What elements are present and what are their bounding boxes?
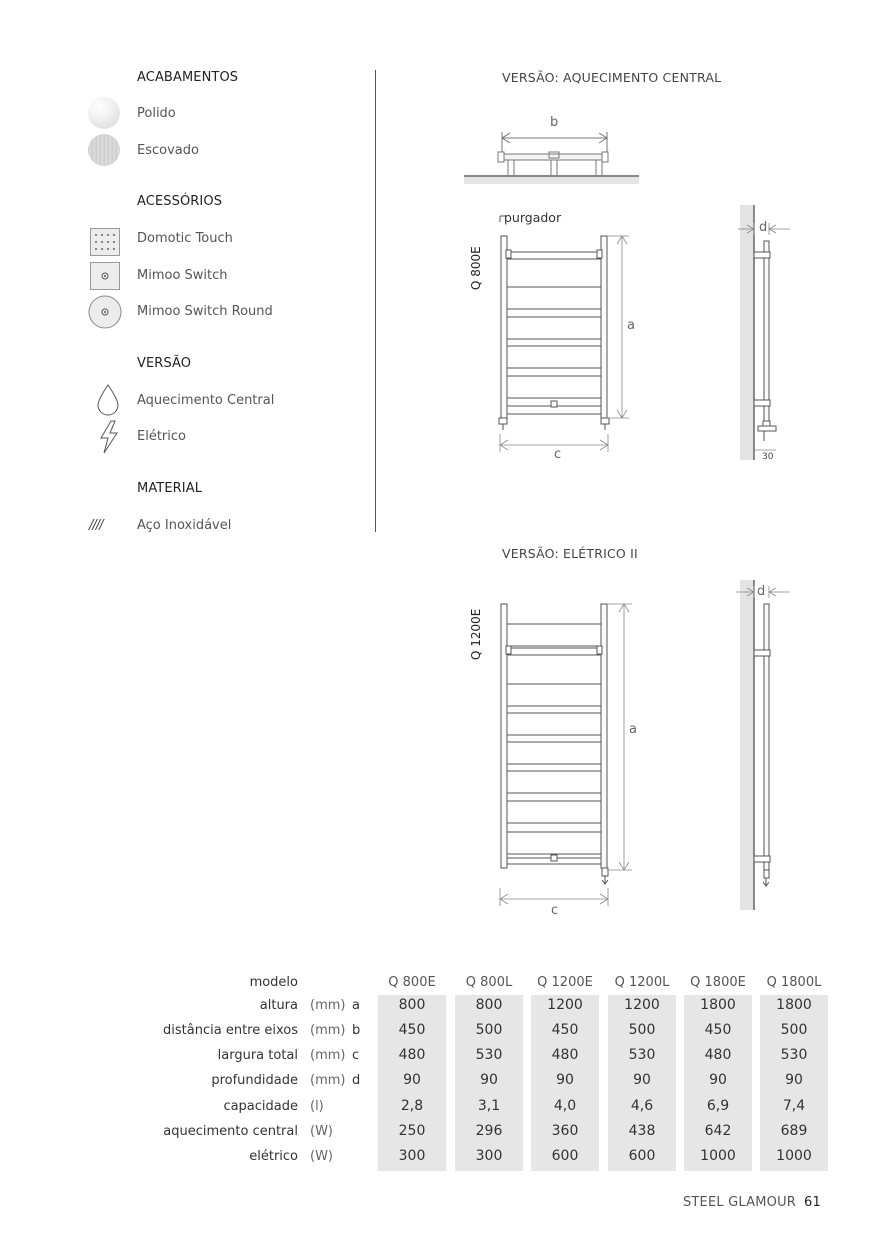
q800e-dimension-a-label: a xyxy=(627,318,635,333)
table-cell: 300 xyxy=(398,1148,426,1164)
table-cell: 6,9 xyxy=(706,1098,730,1114)
page-number: 61 xyxy=(804,1195,821,1210)
column-divider xyxy=(375,70,376,532)
table-cell: 450 xyxy=(398,1022,426,1038)
q1200e-dimension-a-label: a xyxy=(629,722,637,737)
version-central-heating-label: Aquecimento Central xyxy=(137,393,275,408)
hatch-lines-icon: //// xyxy=(89,518,103,533)
table-row-label: distância entre eixos xyxy=(163,1023,298,1038)
table-cell: 360 xyxy=(551,1123,579,1139)
table-row-label: capacidade xyxy=(223,1099,298,1114)
table-row-letter: b xyxy=(352,1023,361,1038)
table-cell: 800 xyxy=(398,997,426,1013)
table-cell: 300 xyxy=(475,1148,503,1164)
finishes-title: ACABAMENTOS xyxy=(137,70,239,85)
table-cell: 480 xyxy=(398,1047,426,1063)
table-cell: 500 xyxy=(475,1022,503,1038)
q800e-side-view xyxy=(730,205,800,467)
table-cell: 500 xyxy=(780,1022,808,1038)
table-cell: 90 xyxy=(480,1072,498,1088)
accessories-title: ACESSÓRIOS xyxy=(137,194,223,209)
table-row-label: largura total xyxy=(217,1048,298,1063)
q800e-front-view xyxy=(494,212,644,467)
table-row-label: profundidade xyxy=(211,1073,298,1088)
table-cell: 90 xyxy=(709,1072,727,1088)
table-row-unit: (W) xyxy=(310,1124,333,1139)
table-cell: 438 xyxy=(628,1123,656,1139)
table-cell: 800 xyxy=(475,997,503,1013)
table-row-letter: a xyxy=(352,998,360,1013)
q1200e-dimension-c-label: c xyxy=(551,903,559,918)
material-title: MATERIAL xyxy=(137,481,203,496)
table-cell: 1000 xyxy=(776,1148,812,1164)
table-cell: 7,4 xyxy=(782,1098,806,1114)
table-cell: 4,0 xyxy=(553,1098,577,1114)
table-cell: 250 xyxy=(398,1123,426,1139)
version-title: VERSÃO xyxy=(137,356,192,371)
table-cell: 1200 xyxy=(547,997,583,1013)
side-dimension-d-label: d xyxy=(759,220,768,235)
table-cell: 90 xyxy=(633,1072,651,1088)
page-footer xyxy=(683,1195,821,1210)
accessory-mimoo-switch-round-label: Mimoo Switch Round xyxy=(137,304,273,319)
electric-version-title: VERSÃO: ELÉTRICO II xyxy=(502,546,638,561)
table-cell: 689 xyxy=(780,1123,808,1139)
table-row-unit: (mm) xyxy=(310,998,346,1013)
table-row-letter: d xyxy=(352,1073,361,1088)
dimension-b-label: b xyxy=(550,115,559,130)
table-row-label: elétrico xyxy=(249,1149,298,1164)
q800e-model-label: Q 800E xyxy=(469,246,483,290)
table-cell: 1800 xyxy=(700,997,736,1013)
table-cell: 2,8 xyxy=(400,1098,424,1114)
polished-swatch-icon xyxy=(88,97,120,129)
table-cell: 450 xyxy=(704,1022,732,1038)
table-row-label: aquecimento central xyxy=(163,1124,298,1139)
table-cell: 642 xyxy=(704,1123,732,1139)
domotic-touch-icon xyxy=(90,228,120,256)
finish-polished-label: Polido xyxy=(137,106,176,121)
accessory-domotic-touch-label: Domotic Touch xyxy=(137,231,233,246)
mimoo-switch-round-icon xyxy=(88,295,122,329)
water-drop-icon xyxy=(96,384,120,416)
brushed-swatch-icon xyxy=(88,134,120,166)
table-cell: 1000 xyxy=(700,1148,736,1164)
table-row-label: altura xyxy=(259,998,298,1013)
version-electric-label: Elétrico xyxy=(137,429,186,444)
footer-brand: STEEL GLAMOUR xyxy=(682,1195,797,1210)
table-cell: 530 xyxy=(628,1047,656,1063)
table-row-unit: (mm) xyxy=(310,1023,346,1038)
mimoo-switch-icon xyxy=(90,262,120,290)
table-header-label: modelo xyxy=(249,975,298,990)
table-row-unit: (l) xyxy=(310,1099,324,1114)
table-column-header: Q 1800E xyxy=(690,975,746,990)
table-cell: 480 xyxy=(551,1047,579,1063)
table-cell: 600 xyxy=(551,1148,579,1164)
table-cell: 90 xyxy=(785,1072,803,1088)
table-cell: 500 xyxy=(628,1022,656,1038)
table-cell: 530 xyxy=(475,1047,503,1063)
table-row-unit: (mm) xyxy=(310,1073,346,1088)
finish-brushed-label: Escovado xyxy=(137,143,199,158)
material-stainless-label: Aço Inoxidável xyxy=(137,518,232,533)
table-cell: 296 xyxy=(475,1123,503,1139)
q1200e-model-label: Q 1200E xyxy=(469,608,483,660)
accessory-mimoo-switch-label: Mimoo Switch xyxy=(137,268,228,283)
side-offset-label: 30 xyxy=(762,452,774,462)
q800e-dimension-c-label: c xyxy=(554,447,562,462)
lightning-icon xyxy=(98,420,120,454)
table-column-header: Q 1800L xyxy=(766,975,822,990)
table-column-header: Q 1200L xyxy=(614,975,670,990)
q1200e-side-dimension-d-label: d xyxy=(757,584,766,599)
table-cell: 1800 xyxy=(776,997,812,1013)
table-cell: 530 xyxy=(780,1047,808,1063)
table-cell: 90 xyxy=(403,1072,421,1088)
central-version-title: VERSÃO: AQUECIMENTO CENTRAL xyxy=(502,70,722,85)
table-cell: 90 xyxy=(556,1072,574,1088)
table-row-unit: (mm) xyxy=(310,1048,346,1063)
q1200e-side-view xyxy=(730,580,800,912)
table-cell: 450 xyxy=(551,1022,579,1038)
table-cell: 3,1 xyxy=(477,1098,501,1114)
table-column-header: Q 1200E xyxy=(537,975,593,990)
table-row-unit: (W) xyxy=(310,1149,333,1164)
q1200e-front-view xyxy=(494,598,644,918)
table-cell: 600 xyxy=(628,1148,656,1164)
table-cell: 480 xyxy=(704,1047,732,1063)
table-column-header: Q 800L xyxy=(465,975,513,990)
table-column-header: Q 800E xyxy=(388,975,436,990)
purge-valve-label: purgador xyxy=(504,210,562,225)
table-cell: 4,6 xyxy=(630,1098,654,1114)
table-cell: 1200 xyxy=(624,997,660,1013)
table-row-letter: c xyxy=(352,1048,360,1063)
